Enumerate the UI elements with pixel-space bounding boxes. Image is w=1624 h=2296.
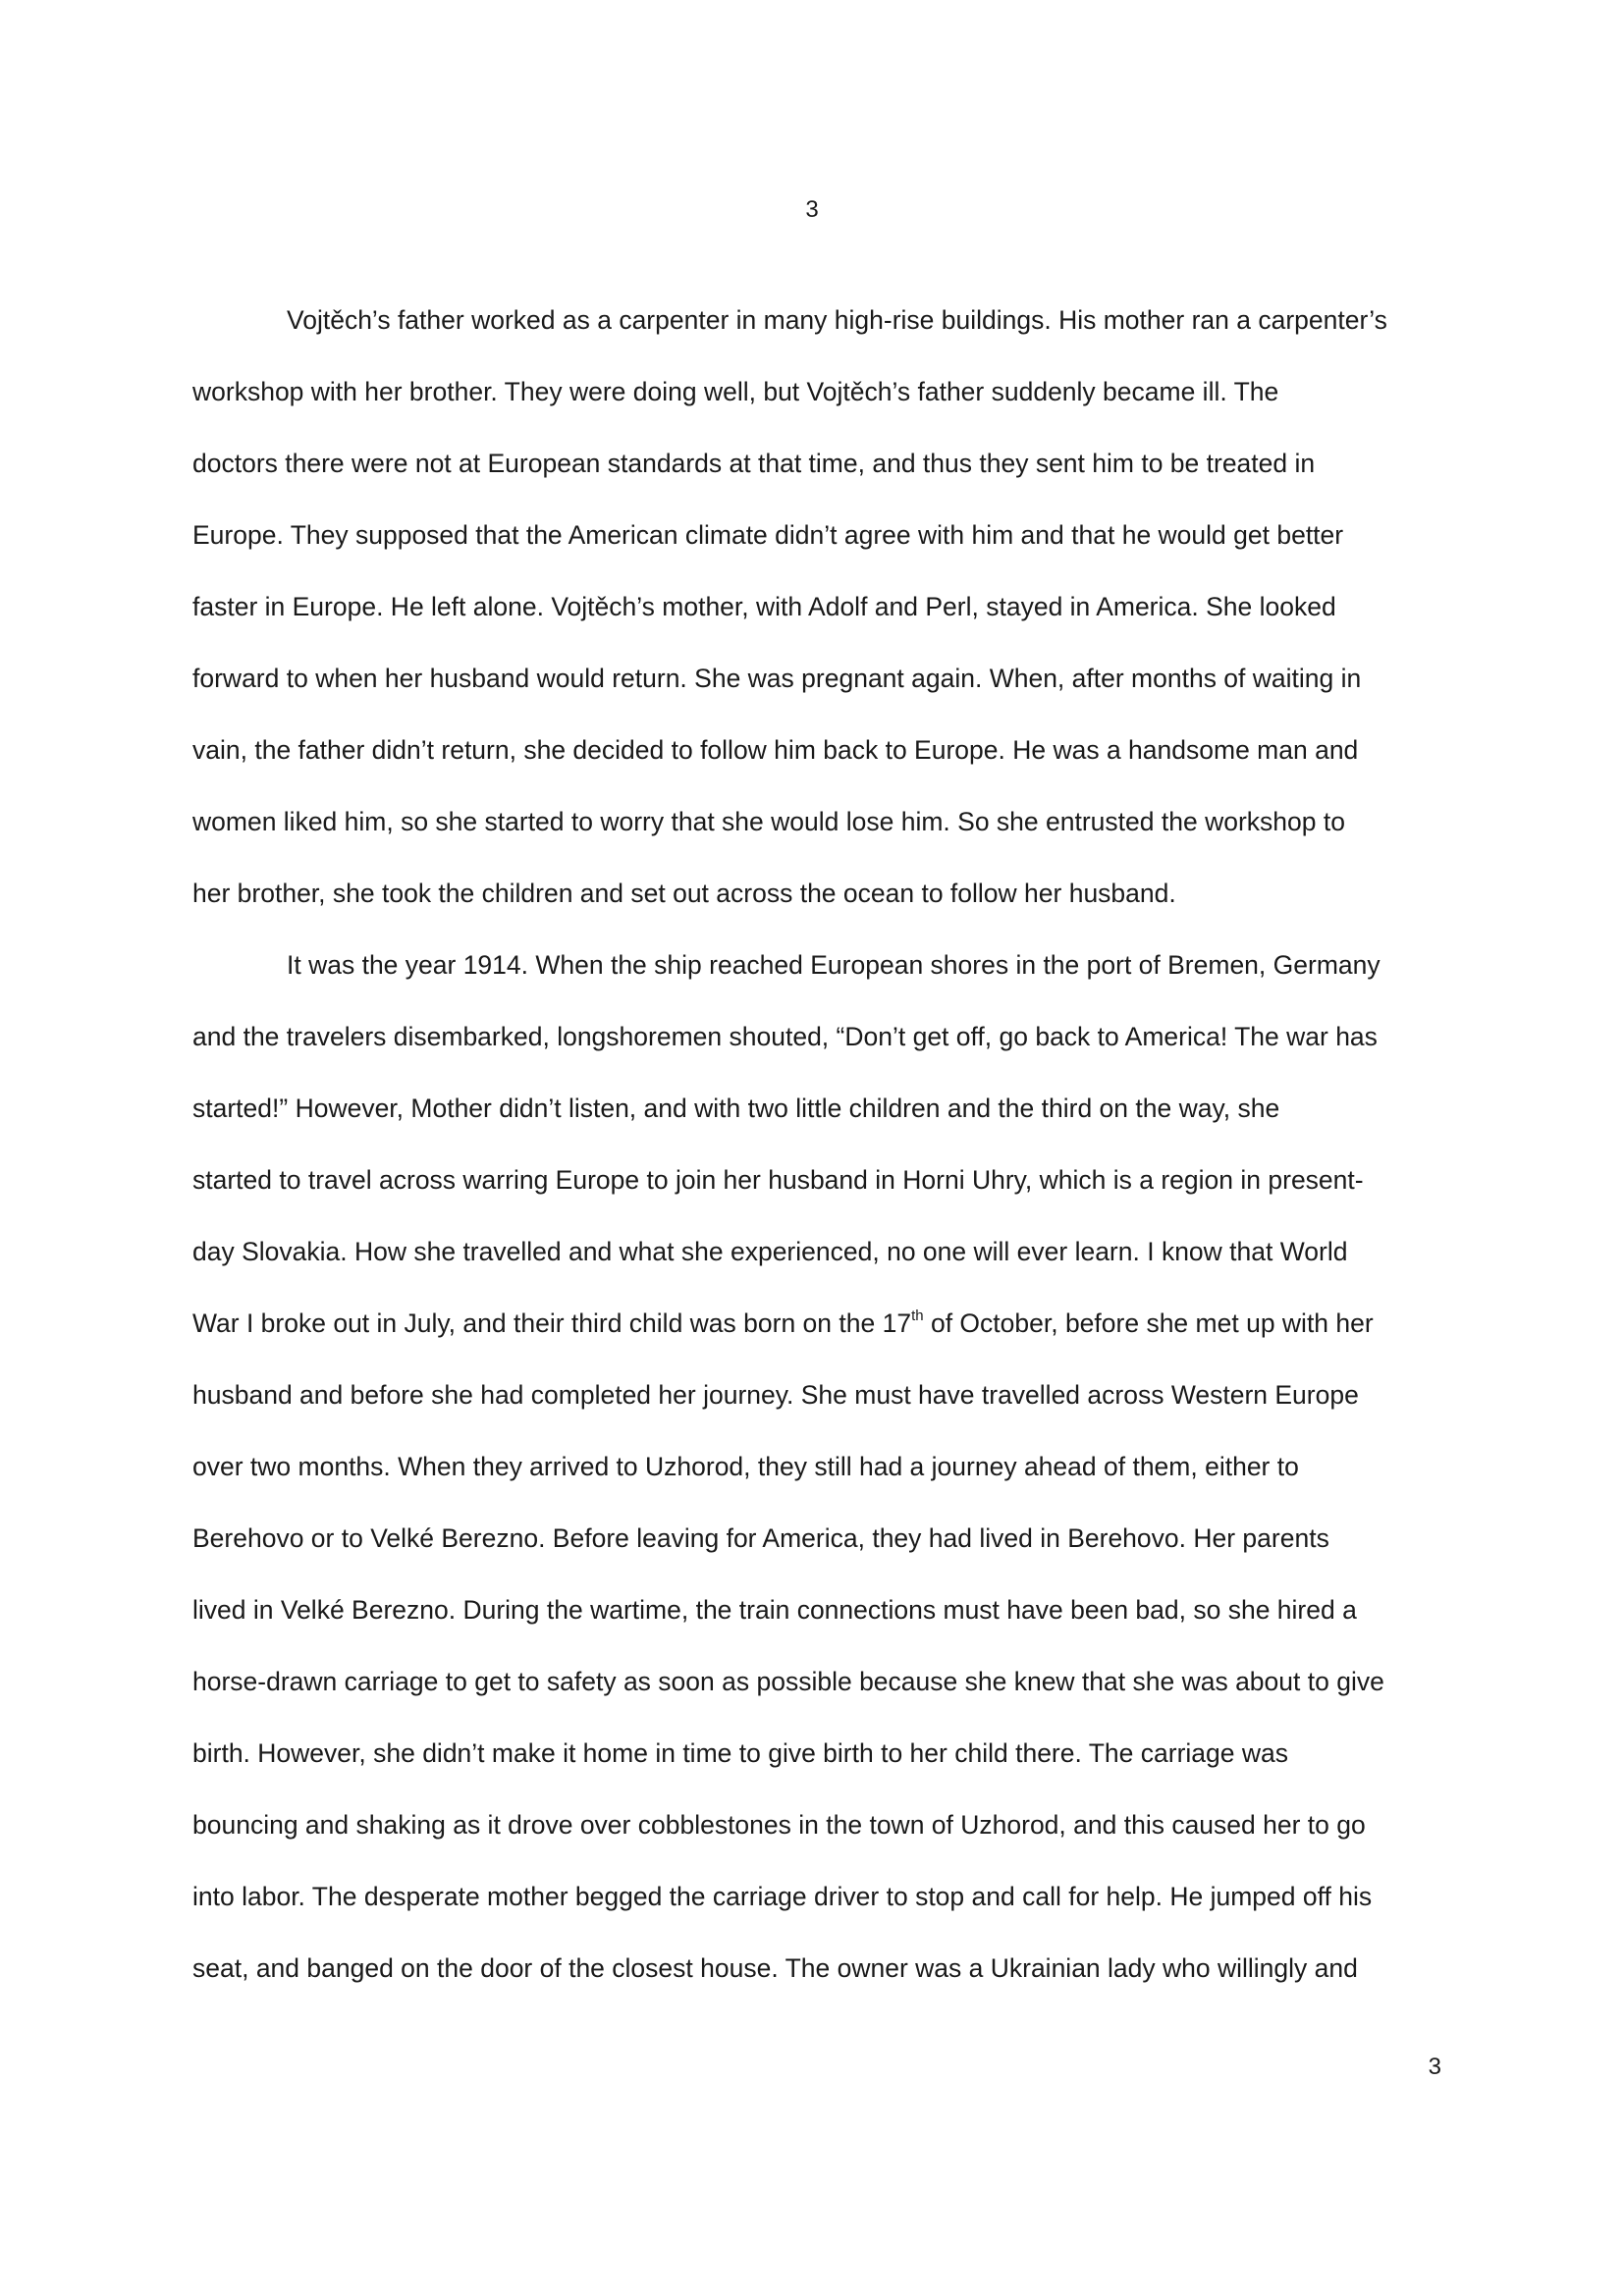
text-line: day Slovakia. How she travelled and what she experienced, no one will ever learn. I know that World: [192, 1237, 1348, 1266]
text-line: over two months. When they arrived to Uzhorod, they still had a journey ahead of them, either to: [192, 1452, 1299, 1481]
text-line: vain, the father didn’t return, she decided to follow him back to Europe. He was a handsome man and: [192, 735, 1359, 765]
page-number-top: 3: [805, 196, 819, 223]
text-line: Europe. They supposed that the American climate didn’t agree with him and that he would get better: [192, 520, 1344, 550]
text-line: doctors there were not at European standards at that time, and thus they sent him to be treated in: [192, 449, 1316, 478]
text-line: It was the year 1914. When the ship reached European shores in the port of Bremen, Germany: [287, 950, 1380, 980]
paragraph-2: [192, 930, 1445, 2004]
text-line: faster in Europe. He left alone. Vojtěch’s mother, with Adolf and Perl, stayed in America. She looked: [192, 592, 1336, 621]
text-line: workshop with her brother. They were doing well, but Vojtěch’s father suddenly became ill. The: [192, 377, 1279, 406]
text-line: husband and before she had completed her journey. She must have travelled across Western Europe: [192, 1380, 1359, 1410]
text-line: into labor. The desperate mother begged the carriage driver to stop and call for help. He jumped off his: [192, 1882, 1373, 1911]
text-line: horse-drawn carriage to get to safety as soon as possible because she knew that she was about to give: [192, 1667, 1384, 1696]
text-line: started!” However, Mother didn’t listen, and with two little children and the third on the way, she: [192, 1094, 1280, 1123]
text-fragment: of October, before she met up with her: [923, 1308, 1374, 1338]
text-fragment: War I broke out in July, and their third child was born on the 17: [192, 1308, 912, 1338]
text-line: and the travelers disembarked, longshoremen shouted, “Don’t get off, go back to America! The war has: [192, 1022, 1378, 1051]
text-line: seat, and banged on the door of the closest house. The owner was a Ukrainian lady who willingly and: [192, 1953, 1358, 1983]
text-line: forward to when her husband would return. She was pregnant again. When, after months of waiting in: [192, 664, 1362, 693]
text-line: Vojtěch’s father worked as a carpenter in many high-rise buildings. His mother ran a carpenter’s: [287, 305, 1387, 335]
text-line: Berehovo or to Velké Berezno. Before leaving for America, they had lived in Berehovo. Her parents: [192, 1523, 1329, 1553]
ordinal-superscript: th: [911, 1308, 924, 1325]
text-line: her brother, she took the children and set out across the ocean to follow her husband.: [192, 879, 1176, 908]
text-line-with-superscript: [192, 1288, 1445, 1360]
text-line: lived in Velké Berezno. During the wartime, the train connections must have been bad, so she hired a: [192, 1595, 1357, 1625]
text-line: bouncing and shaking as it drove over cobblestones in the town of Uzhorod, and this caused her to go: [192, 1810, 1366, 1840]
text-line: birth. However, she didn’t make it home in time to give birth to her child there. The carriage was: [192, 1738, 1288, 1768]
page-number-bottom: 3: [1428, 2054, 1441, 2080]
text-line: women liked him, so she started to worry that she would lose him. So she entrusted the workshop to: [192, 807, 1345, 836]
paragraph-1: [192, 285, 1445, 930]
body-text: [192, 285, 1445, 2004]
text-line: started to travel across warring Europe to join her husband in Horni Uhry, which is a region in present-: [192, 1165, 1364, 1195]
